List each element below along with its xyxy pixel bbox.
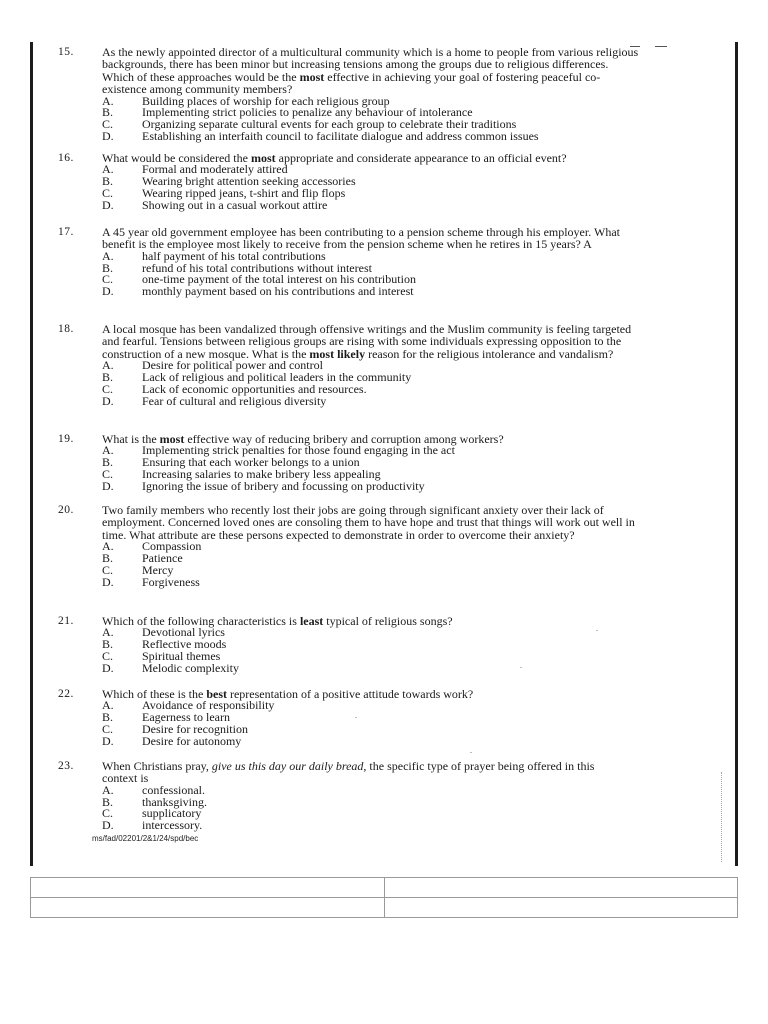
option-b: [102, 553, 642, 565]
scan-artifact: [355, 717, 357, 718]
option-text: Patience: [142, 551, 183, 566]
option-text: one-time payment of the total interest on his contribution: [142, 272, 416, 287]
option-a: [102, 541, 642, 553]
stem-text: A 45 year old government employee has been contributing to a pension scheme through his employer. What benefit is the employee most likely to receive from the pension scheme when he retires in 15 years? A: [102, 225, 620, 252]
option-letter: A.: [102, 443, 114, 458]
option-letter: B.: [102, 105, 114, 120]
option-text: intercessory.: [142, 818, 203, 833]
option-letter: D.: [102, 284, 114, 299]
option-text: Avoidance of responsibility: [142, 698, 275, 713]
table-cell: [31, 898, 385, 918]
option-d: [102, 393, 637, 408]
stem-text: As the newly appointed director of a multicultural community which is a home to people from various religious backgrounds, there has been minor but increasing tensions among the groups due to religious differences. Which of these approaches would be the: [102, 45, 639, 84]
scan-artifact: [655, 46, 667, 47]
option-d: [102, 286, 630, 298]
stem-emphasis: most: [299, 69, 325, 84]
stem-text: typical of religious songs?: [323, 614, 453, 628]
question-number: 22.: [58, 688, 74, 700]
option-letter: B.: [102, 710, 114, 725]
option-text: Lack of religious and political leaders in the community: [142, 370, 412, 385]
option-text: Compassion: [142, 539, 202, 554]
stem-emphasis: most: [250, 151, 276, 165]
question-number: 16.: [58, 152, 74, 164]
stem-text: What would be considered the: [102, 151, 251, 165]
option-text: Eagerness to learn: [142, 710, 230, 725]
stem-text: effective way of reducing bribery and corruption among workers?: [184, 432, 504, 446]
option-text: Showing out in a casual workout attire: [142, 197, 328, 212]
option-d: [102, 131, 642, 143]
question-number: 17.: [58, 226, 74, 238]
scanned-exam-page: [30, 42, 738, 866]
stem-text: reason for the religious intolerance and vandalism?: [365, 346, 614, 361]
stem-text: representation of a positive attitude towards work?: [226, 687, 474, 701]
question-15: [58, 45, 642, 144]
option-letter: A.: [102, 539, 114, 554]
table-row: [31, 898, 738, 918]
option-letter: D.: [102, 393, 114, 408]
option-text: Establishing an interfaith council to facilitate dialogue and address common issues: [142, 129, 539, 144]
question-17: [58, 225, 630, 299]
question-number: 19.: [58, 433, 74, 445]
option-d: [102, 574, 642, 589]
question-18: [58, 322, 637, 408]
option-d: [102, 660, 642, 675]
question-stem: [102, 504, 642, 541]
document-reference-code: ms/fad/02201/2&1/24/spd/bec: [92, 834, 199, 843]
option-text: Desire for recognition: [142, 722, 248, 736]
option-text: Wearing bright attention seeking accessories: [142, 174, 356, 189]
option-d: [102, 733, 642, 748]
option-text: Reflective moods: [142, 637, 227, 652]
option-letter: C.: [102, 467, 114, 481]
scan-artifact: [470, 752, 472, 753]
stem-text: , the specific type of prayer being offered in this context is: [102, 759, 595, 786]
stem-text: effective in achieving your goal of fostering peaceful co-existence among community members?: [102, 69, 601, 97]
option-letter: D.: [102, 660, 114, 675]
option-text: Implementing strict policies to penalize any behaviour of intolerance: [142, 105, 473, 120]
option-text: Spiritual themes: [142, 649, 221, 663]
option-letter: B.: [102, 637, 114, 652]
option-text: Building places of worship for each religious group: [142, 93, 390, 108]
option-text: Forgiveness: [142, 574, 200, 589]
option-letter: D.: [102, 129, 114, 144]
question-stem: [102, 46, 642, 96]
stem-emphasis: most: [159, 432, 185, 446]
question-stem: [102, 323, 637, 360]
stem-quote: give us this day our daily bread: [211, 759, 364, 773]
option-d: [102, 820, 602, 832]
question-22: [58, 687, 642, 748]
question-number: 15.: [58, 46, 74, 58]
option-text: refund of his total contributions without interest: [142, 260, 372, 275]
stem-text: appropriate and considerate appearance to an official event?: [275, 151, 567, 165]
option-text: Wearing ripped jeans, t-shirt and flip flops: [142, 186, 346, 200]
option-text: Formal and moderately attired: [142, 162, 288, 177]
table-cell: [384, 878, 738, 898]
scan-artifact: [520, 667, 522, 668]
option-text: supplicatory: [142, 806, 202, 821]
option-letter: B.: [102, 794, 114, 809]
option-letter: B.: [102, 174, 114, 189]
option-letter: B.: [102, 260, 114, 275]
question-number: 18.: [58, 323, 74, 335]
stem-text: A local mosque has been vandalized through offensive writings and the Muslim community is feeling targeted and fearful. Tensions between religious groups are rising with some individuals expressing opposition to the construction of a new mosque. What is the: [102, 322, 632, 361]
table-cell: [31, 878, 385, 898]
option-letter: C.: [102, 186, 114, 200]
question-20: [58, 503, 642, 589]
option-text: thanksgiving.: [142, 794, 207, 809]
option-letter: A.: [102, 625, 114, 640]
question-21: [58, 614, 642, 675]
option-text: confessional.: [142, 782, 205, 797]
option-letter: C.: [102, 722, 114, 736]
question-stem: [102, 226, 630, 251]
option-d: [102, 197, 642, 212]
question-number: 20.: [58, 504, 74, 516]
question-16: [58, 151, 642, 212]
option-letter: D.: [102, 574, 114, 589]
option-text: Fear of cultural and religious diversity: [142, 393, 327, 408]
option-letter: A.: [102, 248, 114, 263]
stem-text: Which of the following characteristics is: [102, 614, 300, 628]
option-letter: B.: [102, 551, 114, 566]
option-d: [102, 478, 642, 493]
question-stem: [102, 760, 602, 785]
option-letter: D.: [102, 818, 114, 833]
table-cell: [384, 898, 738, 918]
question-number: 21.: [58, 615, 74, 627]
stem-emphasis: best: [206, 687, 227, 701]
option-text: Lack of economic opportunities and resources.: [142, 381, 367, 396]
option-text: Organizing separate cultural events for each group to celebrate their traditions: [142, 117, 517, 132]
table-row: [31, 878, 738, 898]
scan-artifact: [721, 772, 724, 862]
option-text: Ensuring that each worker belongs to a union: [142, 455, 360, 470]
stem-text: Which of these is the: [102, 687, 207, 701]
option-text: Devotional lyrics: [142, 625, 225, 640]
page-border-left: [30, 42, 33, 866]
option-text: Desire for autonomy: [142, 733, 242, 748]
question-number: 23.: [58, 760, 74, 772]
option-letter: C.: [102, 381, 114, 396]
option-letter: A.: [102, 358, 114, 373]
option-letter: C.: [102, 562, 114, 577]
option-letter: C.: [102, 806, 114, 821]
option-text: Ignoring the issue of bribery and focussing on productivity: [142, 478, 425, 493]
option-letter: A.: [102, 93, 114, 108]
option-text: Melodic complexity: [142, 660, 239, 675]
option-letter: D.: [102, 478, 114, 493]
option-letter: C.: [102, 272, 114, 287]
empty-table: [30, 877, 738, 918]
option-letter: A.: [102, 698, 114, 713]
option-letter: B.: [102, 370, 114, 385]
question-19: [58, 432, 642, 493]
option-text: Increasing salaries to make bribery less appealing: [142, 467, 381, 481]
question-23: [58, 759, 602, 833]
option-letter: A.: [102, 782, 114, 797]
option-text: monthly payment based on his contributions and interest: [142, 284, 414, 299]
option-letter: C.: [102, 117, 114, 132]
stem-text: Two family members who recently lost their jobs are going through significant anxiety over their lack of employment. Concerned loved ones are consoling them to have hope and trust that things will work out well in time. What attribute are these persons expected to demonstrate in order to overcome their anxiety?: [102, 503, 635, 542]
stem-text: When Christians pray,: [102, 759, 212, 773]
scan-artifact: [596, 630, 598, 631]
option-letter: B.: [102, 455, 114, 470]
option-letter: D.: [102, 733, 114, 748]
stem-text: What is the: [102, 432, 160, 446]
option-text: half payment of his total contributions: [142, 248, 326, 263]
page-border-right: [735, 42, 738, 866]
option-letter: C.: [102, 649, 114, 663]
stem-emphasis: least: [299, 614, 324, 628]
option-letter: D.: [102, 197, 114, 212]
option-text: Mercy: [142, 562, 174, 577]
option-text: Desire for political power and control: [142, 358, 323, 373]
stem-emphasis: most likely: [309, 346, 366, 361]
option-letter: A.: [102, 162, 114, 177]
option-text: Implementing strick penalties for those found engaging in the act: [142, 443, 455, 458]
